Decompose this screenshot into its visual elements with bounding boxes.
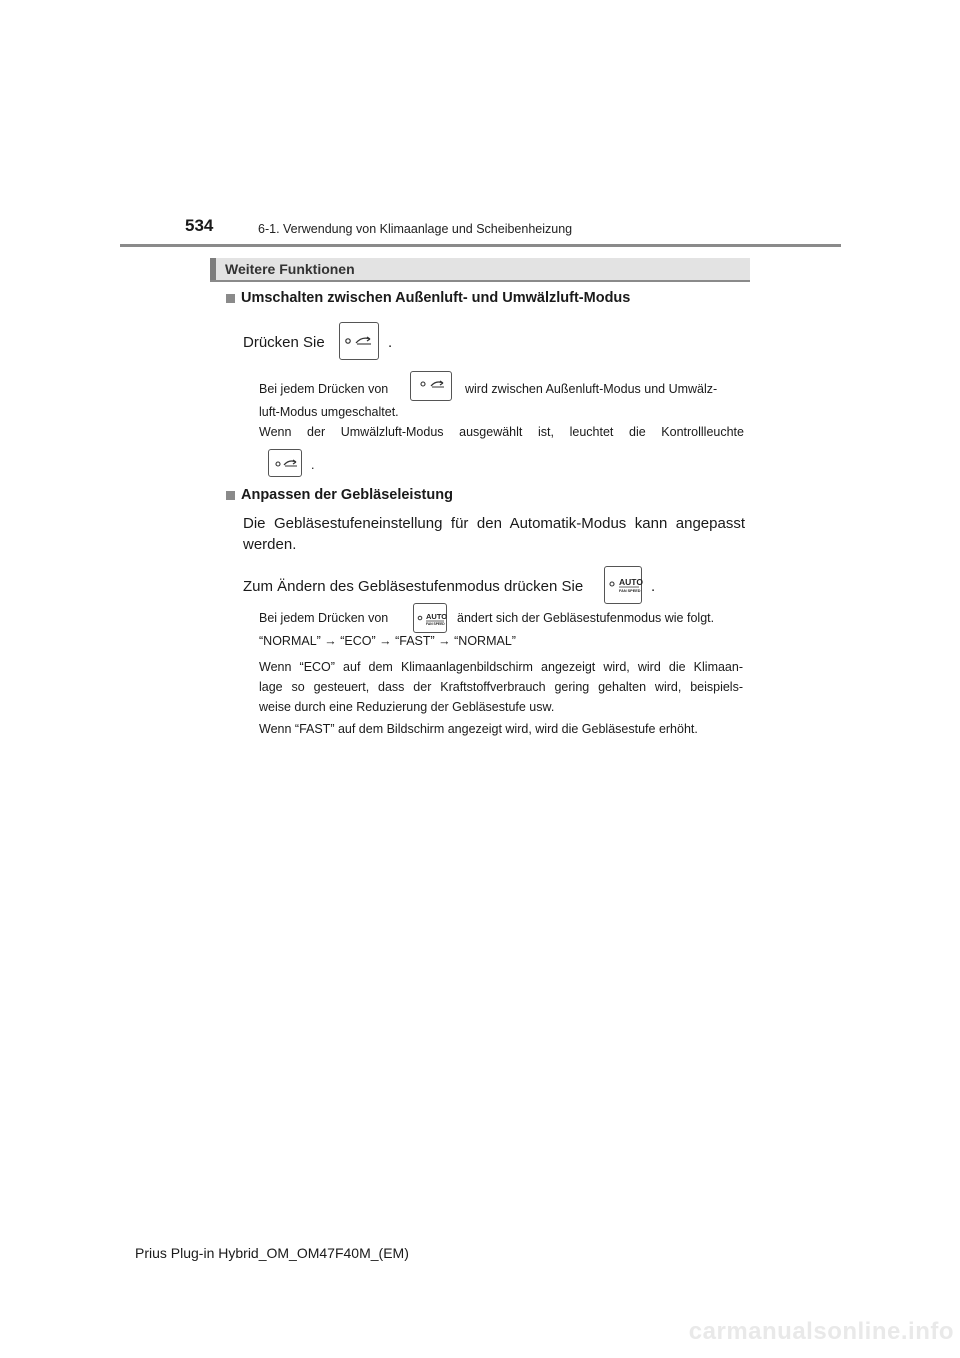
header-divider xyxy=(120,244,841,247)
eco-note-line2: lage so gesteuert, dass der Kraftstoffverbrauch gering gehalten wird, beispiels- xyxy=(259,680,743,694)
note-text: wird zwischen Außenluft-Modus und Umwälz- xyxy=(465,382,718,396)
subsection-heading-text: Anpassen der Gebläseleistung xyxy=(241,487,453,503)
auto-fan-speed-button-icon xyxy=(413,603,447,633)
indicator-note: Wenn der Umwälzluft-Modus ausgewählt ist, leuchtet die Kontrollleuchte xyxy=(259,425,744,439)
fast-note: Wenn “FAST” auf dem Bildschirm angezeigt wird, wird die Gebläsestufe erhöht. xyxy=(259,722,698,736)
eco-note-line1: Wenn “ECO” auf dem Klimaanlagenbildschirm angezeigt wird, wird die Klimaan- xyxy=(259,660,743,674)
bullet-square-icon xyxy=(226,294,235,303)
eco-note-line3: weise durch eine Reduzierung der Gebläsestufe usw. xyxy=(259,700,555,714)
fan-note-prefix: Bei jedem Drücken von xyxy=(259,611,389,625)
recirculation-button-icon xyxy=(339,322,379,360)
instruction-prefix: Drücken Sie xyxy=(243,334,325,351)
subsection-heading-text: Umschalten zwischen Außenluft- und Umwälzluft-Modus xyxy=(241,290,631,306)
fan-note-text: ändert sich der Gebläsestufenmodus wie folgt. xyxy=(457,611,715,625)
section-header-bar xyxy=(210,258,216,280)
mode-sequence: “NORMAL” → “ECO” → “FAST” → “NORMAL” xyxy=(259,634,516,648)
note-prefix: Bei jedem Drücken von xyxy=(259,382,389,396)
recirculation-indicator-icon xyxy=(268,449,302,477)
section-header xyxy=(210,258,750,282)
page-number: 534 xyxy=(185,216,214,235)
fan-paragraph-line2: werden. xyxy=(243,536,297,553)
footer-document-id: Prius Plug-in Hybrid_OM_OM47F40M_(EM) xyxy=(135,1245,409,1261)
fan-instruction-suffix: . xyxy=(651,578,656,595)
instruction-suffix: . xyxy=(388,334,393,351)
subsection-heading-recirculation xyxy=(226,290,630,306)
indicator-note-suffix: . xyxy=(311,458,315,472)
section-title: Weitere Funktionen xyxy=(225,261,355,277)
auto-fan-speed-button-icon xyxy=(604,566,642,604)
watermark: carmanualsonline.info xyxy=(688,1318,954,1345)
fan-paragraph-line1: Die Gebläsestufeneinstellung für den Automatik-Modus kann angepasst xyxy=(243,515,745,532)
auto-button-sublabel: FAN SPEED xyxy=(426,622,445,626)
chapter-title: 6-1. Verwendung von Klimaanlage und Scheibenheizung xyxy=(258,222,573,236)
bullet-square-icon xyxy=(226,491,235,500)
recirculation-button-icon xyxy=(410,371,452,401)
note-text-continued: luft-Modus umgeschaltet. xyxy=(259,405,399,419)
fan-instruction-prefix: Zum Ändern des Gebläsestufenmodus drücken Sie xyxy=(243,578,584,595)
auto-button-label: AUTO xyxy=(426,612,448,621)
auto-button-sublabel: FAN SPEED xyxy=(619,589,641,593)
subsection-heading-fan xyxy=(226,487,453,503)
auto-button-label: AUTO xyxy=(619,577,643,587)
